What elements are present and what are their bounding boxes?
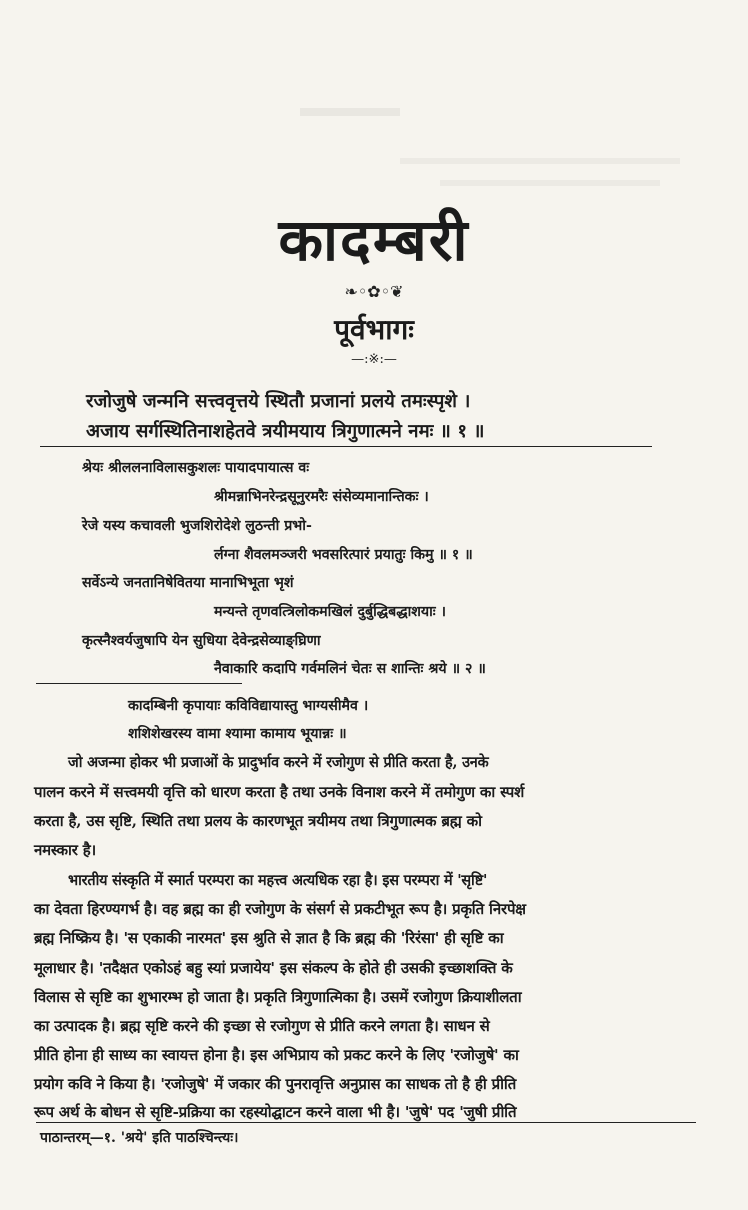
commentary-verse-line: रेजे यस्य कचावली भुजशिरोदेशे लुठन्ती प्रभो-	[82, 518, 312, 534]
commentary-verse-line: नैवाकारि कदापि गर्वमलिनं चेतः स शान्तिः श्रये ॥ २ ॥	[214, 661, 486, 677]
commentary-verse-line: कृत्स्नैश्वर्यजुषापि येन सुधिया देवेन्द्रसेव्याङ्घ्रिणा	[82, 633, 321, 649]
page-subtitle: पूर्वभागः	[334, 313, 414, 346]
hindi-text-line: रूप अर्थ के बोधन से सृष्टि-प्रक्रिया का रहस्योद्घाटन करने वाला भी है। 'जुषे' पद 'जुषी प्रीति	[34, 1103, 517, 1121]
commentary-verse-line: र्लग्ना शैवलमञ्जरी भवसरित्पारं प्रयातुः किमु ॥ १ ॥	[214, 547, 473, 563]
hindi-text-line: नमस्कार है।	[34, 841, 96, 859]
page-title: कादम्बरी	[278, 206, 470, 274]
show-through-texture	[440, 180, 660, 186]
hindi-text-line: का देवता हिरण्यगर्भ है। वह ब्रह्म का ही रजोगुण के संसर्ग से प्रकटीभूत रूप है। प्रकृति निरपेक्ष	[34, 900, 526, 918]
commentary-verse-line: मन्यन्ते तृणवत्त्रिलोकमखिलं दुर्बुद्धिबद्धाशयाः ।	[214, 604, 446, 620]
hindi-text-line: का उत्पादक है। ब्रह्म सृष्टि करने की इच्छा से रजोगुण से प्रीति करने लगता है। साधन से	[34, 1017, 490, 1035]
hindi-text-line: भारतीय संस्कृति में स्मार्त परम्परा का महत्त्व अत्यधिक रहा है। इस परम्परा में 'सृष्टि'	[68, 871, 488, 889]
blessing-verse-line: शशिशेखरस्य वामा श्यामा कामाय भूयान्नः ॥	[128, 726, 347, 742]
hindi-text-line: पालन करने में सत्त्वमयी वृत्ति को धारण करता है तथा उनके विनाश करने में तमोगुण का स्पर्श	[34, 783, 525, 801]
hindi-text-line: विलास से सृष्टि का शुभारम्भ हो जाता है। प्रकृति त्रिगुणात्मिका है। उसमें रजोगुण क्रियाशीलता	[34, 988, 522, 1006]
blessing-verse-line: कादम्बिनी कृपायाः कविविद्यायास्तु भाग्यसीमैव ।	[128, 698, 369, 714]
footnote-divider	[36, 1122, 696, 1123]
commentary-verse-line: सर्वेऽन्ये जनतानिषेवितया मानाभिभूता भृशं	[82, 575, 294, 591]
hindi-text-line: ब्रह्म निष्क्रिय है। 'स एकाकी नारमत' इस श्रुति से ज्ञात है कि ब्रह्म की 'रिरंसा' ही सृष्टि का	[34, 929, 504, 947]
hindi-text-line: प्रयोग कवि ने किया है। 'रजोजुषे' में जकार की पुनरावृत्ति अनुप्रास का साधक तो है ही प्रीति	[34, 1075, 517, 1093]
hindi-text-line: करता है, उस सृष्टि, स्थिति तथा प्रलय के कारणभूत त्रयीमय तथा त्रिगुणात्मक ब्रह्म को	[34, 812, 482, 830]
title-ornament: ❧◦✿◦❦	[344, 282, 404, 301]
show-through-texture	[300, 108, 400, 116]
footnote: पाठान्तरम्—१. 'श्रये' इति पाठश्चिन्त्यः।	[40, 1130, 239, 1146]
commentary-verse-line: श्रीमन्नाभिनरेन्द्रसूनुरमरैः संसेव्यमानान्तिकः ।	[214, 489, 429, 505]
verse-divider	[40, 446, 652, 447]
main-verse-line-2: अजाय सर्गस्थितिनाशहेतवे त्रयीमयाय त्रिगुणात्मने नमः ॥ १ ॥	[86, 421, 485, 442]
subtitle-ornament: —:※:—	[351, 352, 397, 367]
hindi-text-line: प्रीति होना ही साध्य का स्वायत्त होना है। इस अभिप्राय को प्रकट करने के लिए 'रजोजुषे' का	[34, 1046, 519, 1064]
main-verse-line-1: रजोजुषे जन्मनि सत्त्ववृत्तये स्थितौ प्रजानां प्रलये तमःस्पृशे ।	[86, 391, 471, 412]
show-through-texture	[400, 158, 680, 164]
commentary-verse-line: श्रेयः श्रीललनाविलासकुशलः पायादपायात्स वः	[82, 460, 310, 476]
hindi-text-line: मूलाधार है। 'तदैक्षत एकोऽहं बहु स्यां प्रजायेय' इस संकल्प के होते ही उसकी इच्छाशक्ति के	[34, 959, 513, 977]
commentary-divider	[36, 683, 242, 684]
hindi-text-line: जो अजन्मा होकर भी प्रजाओं के प्रादुर्भाव करने में रजोगुण से प्रीति करता है, उनके	[68, 753, 489, 771]
